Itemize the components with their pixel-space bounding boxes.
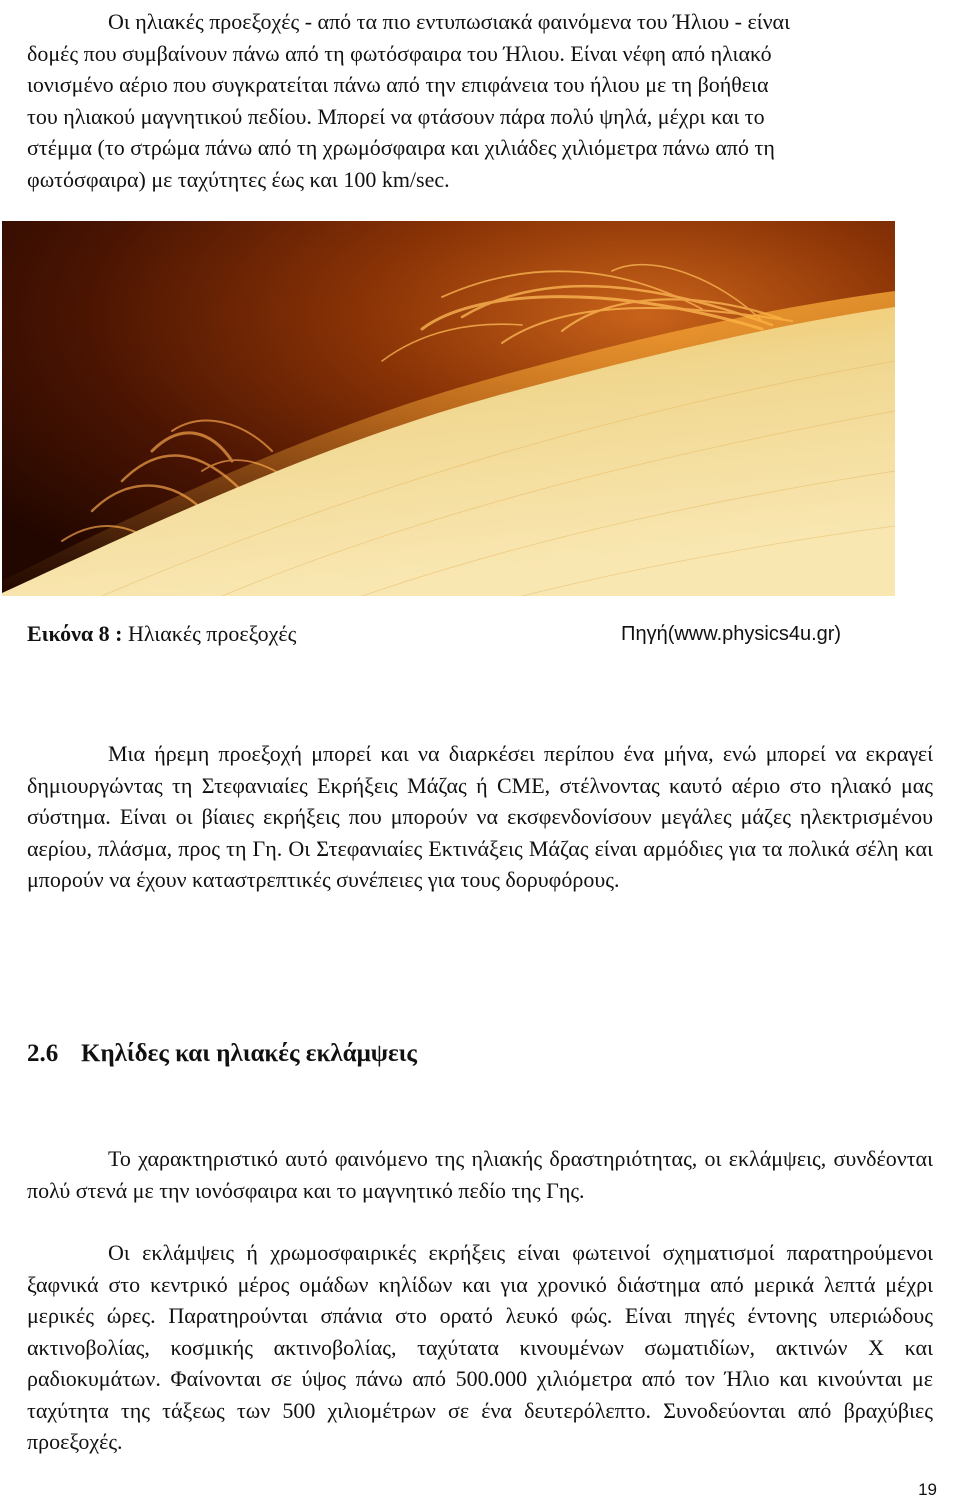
figure-caption (27, 620, 296, 648)
intro-line: Οι ηλιακές προεξοχές - από τα πιο εντυπωσιακά φαινόμενα του Ήλιου - είναι (108, 9, 790, 34)
solar-prominence-image (2, 221, 895, 596)
intro-line: δομές που συμβαίνουν πάνω από τη φωτόσφαιρα του Ήλιου. Είναι νέφη από ηλιακό (27, 40, 772, 66)
intro-line: του ηλιακού μαγνητικού πεδίου. Μπορεί να φτάσουν πάρα πολύ ψηλά, μέχρι και το (27, 103, 765, 129)
figure-source: Πηγή(www.physics4u.gr) (621, 623, 842, 645)
paragraph-flares-intro: Το χαρακτηριστικό αυτό φαινόμενο της ηλιακής δραστηριότητας, οι εκλάμψεις, συνδέονται πολύ στενά με την ιονόσφαιρα και το μαγνητικό πεδίο της Γης. (27, 1146, 933, 1203)
intro-line: στέμμα (το στρώμα πάνω από τη χρωμόσφαιρα και χιλιάδες χιλιόμετρα πάνω από τη (27, 135, 775, 160)
intro-paragraph (27, 6, 933, 195)
figure-caption-label: Εικόνα 8 : (27, 621, 123, 646)
paragraph-flares-detail: Οι εκλάμψεις ή χρωμοσφαιρικές εκρήξεις είναι φωτεινοί σχηματισμοί παρατηρούμενοι ξαφνικά στο κεντρικό μέρος ομάδων κηλίδων και για χρονικό διάστημα από μερικά λεπτά μέχρι μερικές ώρες. Παρατηρούνται σπάνια στο ορατό λευκό φώς. Είναι πηγές έντονης υπεριώδους ακτινοβολίας, κοσμικής ακτινοβολίας, ταχύτατα κινουμένων σωματιδίων, ακτινών Χ και ραδιοκυμάτων. Φαίνονται σε ύψος πάνω από 500.000 χιλιόμετρα από τον Ήλιο και κινούνται με ταχύτητα της τάξεως των 500 χιλιομέτρων σε ένα δευτερόλεπτο. Συνοδεύονται από βραχύβιες προεξοχές. (27, 1240, 933, 1454)
paragraph-cme: Μια ήρεμη προεξοχή μπορεί και να διαρκέσει περίπου ένα μήνα, ενώ μπορεί να εκραγεί δημιουργώντας τη Στεφανιαίες Εκρήξεις Μάζας ή CME, στέλνοντας καυτό αέριο στο ηλιακό μας σύστημα. Είναι οι βίαιες εκρήξεις που μπορούν να εκσφενδονίσουν μεγάλες μάζες ηλεκτρισμένου αερίου, πλάσμα, προς τη Γη. Οι Στεφανιαίες Εκτινάξεις Μάζας είναι αρμόδιες για τα πολικά σέλη και μπορούν να έχουν καταστρεπτικές συνέπειες για τους δορυφόρους. (27, 741, 933, 892)
intro-line: ιονισμένο αέριο που συγκρατείται πάνω από την επιφάνεια του ήλιου με τη βοήθεια (27, 72, 769, 97)
intro-line: φωτόσφαιρα) με ταχύτητες έως και 100 km/sec. (27, 166, 450, 192)
figure-caption-text: Ηλιακές προεξοχές (128, 621, 297, 646)
solar-prominence-graphic (2, 221, 895, 596)
section-heading (27, 1036, 417, 1072)
section-number: 2.6 (27, 1040, 59, 1067)
page-number: 19 (918, 1480, 937, 1499)
section-title: Κηλίδες και ηλιακές εκλάμψεις (81, 1040, 417, 1067)
